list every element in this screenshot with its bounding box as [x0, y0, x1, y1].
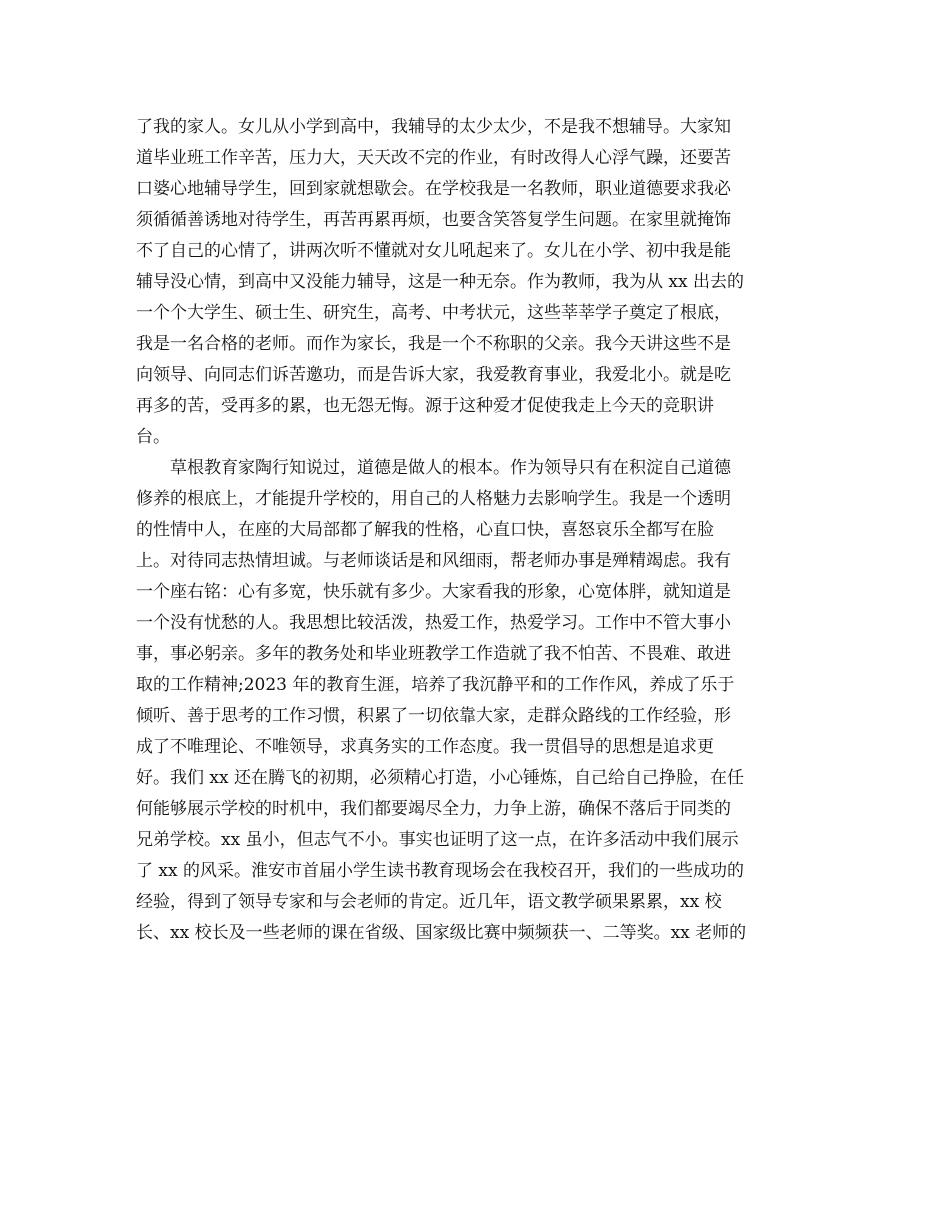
text-line: 不了自己的心情了，讲两次听不懂就对女儿吼起来了。女儿在小学、初中我是能: [136, 241, 731, 261]
text-line: 辅导没心情，到高中又没能力辅导，这是一种无奈。作为教师，我为从 xx 出去的: [136, 272, 744, 292]
text-line: 上。对待同志热情坦诚。与老师谈话是和风细雨，帮老师办事是殚精竭虑。我有: [136, 551, 731, 571]
text-line: 一个座右铭：心有多宽，快乐就有多少。大家看我的形象，心宽体胖，就知道是: [136, 582, 731, 602]
text-line: 道毕业班工作辛苦，压力大，天天改不完的作业，有时改得人心浮气躁，还要苦: [136, 148, 731, 168]
text-line: 经验，得到了领导专家和与会老师的肯定。近几年，语文教学硕果累累，xx 校: [136, 892, 722, 912]
text-line: 何能够展示学校的时机中，我们都要竭尽全力，力争上游，确保不落后于同类的: [136, 799, 731, 819]
text-line: 事，事必躬亲。多年的教务处和毕业班教学工作造就了我不怕苦、不畏难、敢进: [136, 644, 731, 664]
text-line: 取的工作精神;2023 年的教育生涯，培养了我沉静平和的工作作风，养成了乐于: [136, 675, 735, 695]
text-line: 的性情中人，在座的大局部都了解我的性格，心直口快，喜怒哀乐全都写在脸: [136, 520, 714, 540]
text-line: 口婆心地辅导学生，回到家就想歇会。在学校我是一名教师，职业道德要求我必: [136, 179, 731, 199]
text-line: 了我的家人。女儿从小学到高中，我辅导的太少太少，不是我不想辅导。大家知: [136, 117, 731, 137]
text-line: 我是一名合格的老师。而作为家长，我是一个不称职的父亲。我今天讲这些不是: [136, 334, 731, 354]
text-line: 长、xx 校长及一些老师的课在省级、国家级比赛中频频获一、二等奖。xx 老师的: [136, 923, 747, 943]
text-line: 倾听、善于思考的工作习惯，积累了一切依靠大家，走群众路线的工作经验，形: [136, 706, 731, 726]
body-text: [136, 112, 808, 949]
text-line: 好。我们 xx 还在腾飞的初期，必须精心打造，小心锤炼，自己给自己挣脸，在任: [136, 768, 744, 788]
text-line: 一个没有忧愁的人。我思想比较活泼，热爱工作，热爱学习。工作中不管大事小: [136, 613, 731, 633]
text-line: 成了不唯理论、不唯领导，求真务实的工作态度。我一贯倡导的思想是追求更: [136, 737, 714, 757]
text-line: 修养的根底上，才能提升学校的，用自己的人格魅力去影响学生。我是一个透明: [136, 489, 731, 509]
text-line: 兄弟学校。xx 虽小，但志气不小。事实也证明了这一点，在许多活动中我们展示: [136, 830, 739, 850]
text-line: 再多的苦，受再多的累，也无怨无悔。源于这种爱才促使我走上今天的竞职讲: [136, 396, 714, 416]
paragraph-start-line: 草根教育家陶行知说过，道德是做人的根本。作为领导只有在积淀自己道德: [136, 458, 731, 478]
text-line: 台。: [136, 427, 170, 447]
text-line: 了 xx 的风采。淮安市首届小学生读书教育现场会在我校召开，我们的一些成功的: [136, 861, 744, 881]
text-line: 须循循善诱地对待学生，再苦再累再烦，也要含笑答复学生问题。在家里就掩饰: [136, 210, 731, 230]
text-line: 向领导、向同志们诉苦邀功，而是告诉大家，我爱教育事业，我爱北小。就是吃: [136, 365, 731, 385]
text-line: 一个个大学生、硕士生、研究生，高考、中考状元，这些莘莘学子奠定了根底，: [136, 303, 731, 323]
